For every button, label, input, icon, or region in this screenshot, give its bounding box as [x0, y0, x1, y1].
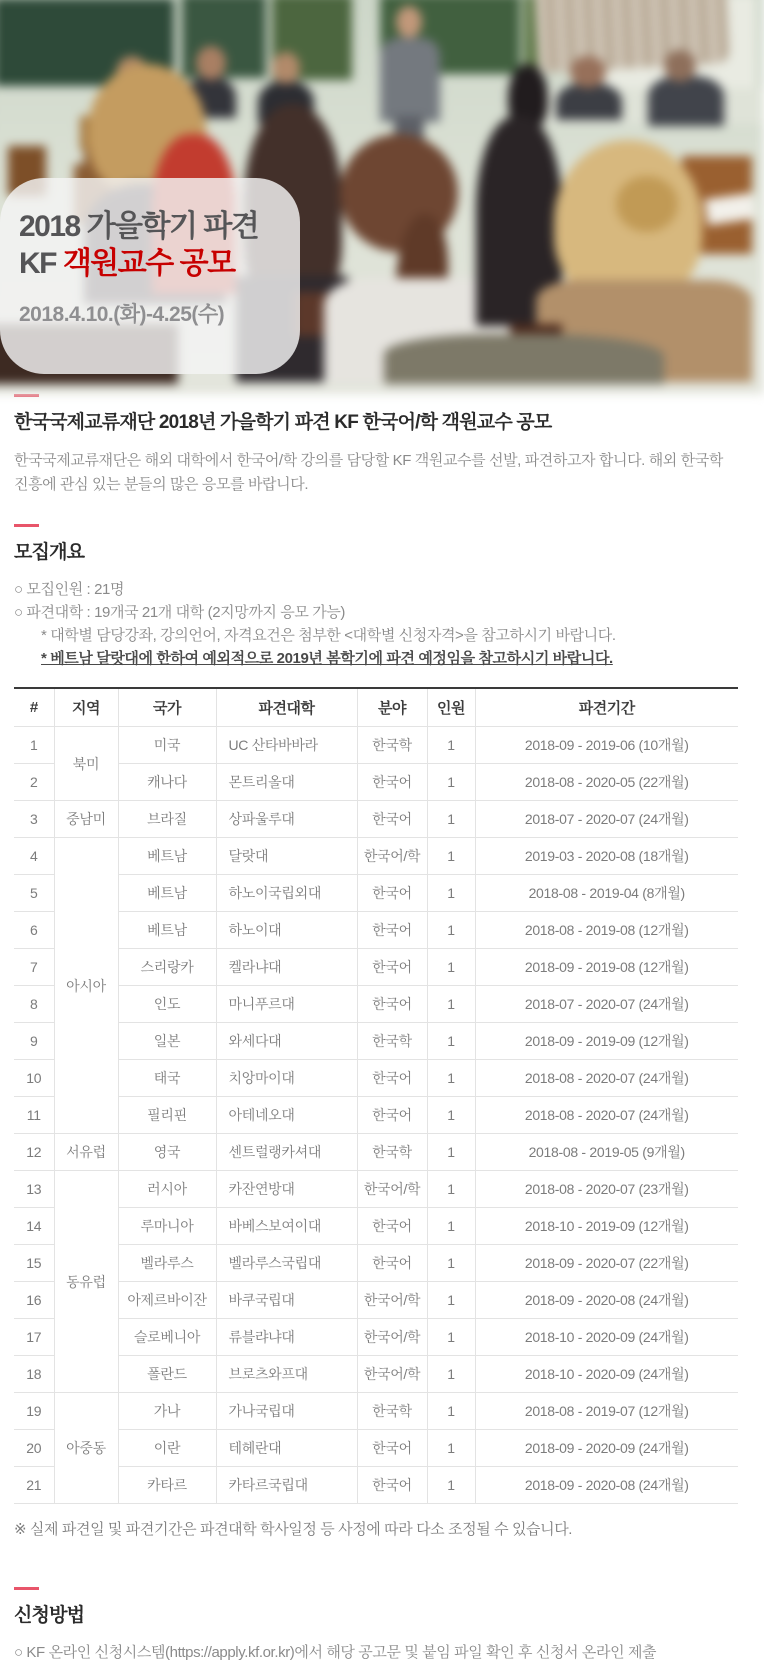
cell-field: 한국어/학 — [357, 1171, 427, 1208]
table-row — [14, 727, 738, 764]
hero-date-range: 2018.4.10.(화)-4.25(수) — [19, 303, 225, 326]
cell-field: 한국학 — [357, 727, 427, 764]
cell-field: 한국어 — [357, 764, 427, 801]
table-row — [14, 1134, 738, 1171]
table-row — [14, 1393, 738, 1430]
cell-field: 한국어 — [357, 949, 427, 986]
cell-count: 1 — [427, 1097, 475, 1134]
cell-field: 한국어 — [357, 1430, 427, 1467]
cell-number: 8 — [14, 986, 54, 1023]
cell-count: 1 — [427, 1319, 475, 1356]
cell-number: 10 — [14, 1060, 54, 1097]
cell-number: 19 — [14, 1393, 54, 1430]
intro-heading: 한국국제교류재단 2018년 가을학기 파견 KF 한국어/학 객원교수 공모 — [14, 412, 552, 433]
cell-count: 1 — [427, 1282, 475, 1319]
cell-period: 2018-09 - 2019-08 (12개월) — [475, 949, 738, 986]
apply-list — [14, 1641, 738, 1664]
cell-field: 한국어 — [357, 1097, 427, 1134]
table-row — [14, 1097, 738, 1134]
cell-count: 1 — [427, 727, 475, 764]
table-row — [14, 1171, 738, 1208]
cell-country: 폴란드 — [118, 1356, 216, 1393]
content-area — [0, 394, 752, 1664]
apply-heading: 신청방법 — [14, 1605, 85, 1626]
cell-count: 1 — [427, 1171, 475, 1208]
cell-university: 치앙마이대 — [216, 1060, 357, 1097]
table-row — [14, 764, 738, 801]
dispatch-table-header — [14, 688, 738, 727]
cell-country: 영국 — [118, 1134, 216, 1171]
cell-country: 베트남 — [118, 912, 216, 949]
cell-period: 2018-08 - 2020-07 (23개월) — [475, 1171, 738, 1208]
overview-note-emphasis: * 베트남 달랏대에 한하여 예외적으로 2019년 봄학기에 파견 예정임을 참고하시기 바랍니다. — [41, 650, 613, 667]
cell-period: 2018-08 - 2019-07 (12개월) — [475, 1393, 738, 1430]
cell-field: 한국어 — [357, 1208, 427, 1245]
cell-country: 인도 — [118, 986, 216, 1023]
table-row — [14, 1245, 738, 1282]
cell-number: 3 — [14, 801, 54, 838]
cell-country: 베트남 — [118, 838, 216, 875]
cell-number: 9 — [14, 1023, 54, 1060]
hero-title-kf: KF — [19, 247, 63, 280]
cell-period: 2018-10 - 2020-09 (24개월) — [475, 1356, 738, 1393]
cell-period: 2019-03 - 2020-08 (18개월) — [475, 838, 738, 875]
cell-count: 1 — [427, 986, 475, 1023]
column-header: 파견대학 — [216, 688, 357, 727]
cell-country: 루마니아 — [118, 1208, 216, 1245]
table-row — [14, 838, 738, 875]
cell-university: 류블랴냐대 — [216, 1319, 357, 1356]
cell-period: 2018-08 - 2019-05 (9개월) — [475, 1134, 738, 1171]
cell-region: 서유럽 — [54, 1134, 118, 1171]
cell-period: 2018-08 - 2019-08 (12개월) — [475, 912, 738, 949]
cell-number: 7 — [14, 949, 54, 986]
cell-field: 한국어 — [357, 912, 427, 949]
cell-count: 1 — [427, 1467, 475, 1504]
cell-number: 13 — [14, 1171, 54, 1208]
intro-paragraph: 한국국제교류재단은 해외 대학에서 한국어/학 강의를 담당할 KF 객원교수를 선발, 파견하고자 합니다. 해외 한국학 진흥에 관심 있는 분들의 많은 응모를 바랍니다. — [14, 452, 723, 493]
cell-number: 5 — [14, 875, 54, 912]
list-line: ○ 모집인원 : 21명 — [14, 581, 125, 598]
cell-count: 1 — [427, 912, 475, 949]
cell-period: 2018-09 - 2020-07 (22개월) — [475, 1245, 738, 1282]
cell-university: 브로츠와프대 — [216, 1356, 357, 1393]
cell-region: 아시아 — [54, 838, 118, 1134]
cell-field: 한국어 — [357, 1245, 427, 1282]
cell-number: 16 — [14, 1282, 54, 1319]
cell-period: 2018-08 - 2020-07 (24개월) — [475, 1097, 738, 1134]
table-row — [14, 1356, 738, 1393]
table-row — [14, 1319, 738, 1356]
cell-field: 한국학 — [357, 1134, 427, 1171]
cell-country: 스리랑카 — [118, 949, 216, 986]
list-line: ○ KF 온라인 신청시스템(https://apply.kf.or.kr)에서 해당 공고문 및 붙임 파일 확인 후 신청서 온라인 제출 — [14, 1644, 657, 1661]
cell-university: 바베스보여이대 — [216, 1208, 357, 1245]
cell-region: 중남미 — [54, 801, 118, 838]
cell-field: 한국어 — [357, 801, 427, 838]
cell-count: 1 — [427, 764, 475, 801]
cell-region: 북미 — [54, 727, 118, 801]
cell-field: 한국어 — [357, 875, 427, 912]
column-header: 국가 — [118, 688, 216, 727]
cell-field: 한국어/학 — [357, 1319, 427, 1356]
cell-country: 베트남 — [118, 875, 216, 912]
cell-field: 한국어 — [357, 1060, 427, 1097]
cell-university: 달랏대 — [216, 838, 357, 875]
cell-count: 1 — [427, 1208, 475, 1245]
cell-period: 2018-08 - 2020-07 (24개월) — [475, 1060, 738, 1097]
cell-university: 와세다대 — [216, 1023, 357, 1060]
cell-field: 한국어/학 — [357, 1356, 427, 1393]
cell-count: 1 — [427, 838, 475, 875]
table-row — [14, 1430, 738, 1467]
cell-count: 1 — [427, 1245, 475, 1282]
cell-university: 카잔연방대 — [216, 1171, 357, 1208]
cell-university: 테헤란대 — [216, 1430, 357, 1467]
cell-country: 슬로베니아 — [118, 1319, 216, 1356]
cell-country: 카타르 — [118, 1467, 216, 1504]
cell-count: 1 — [427, 801, 475, 838]
cell-number: 2 — [14, 764, 54, 801]
table-footnote: ※ 실제 파견일 및 파견기간은 파견대학 학사일정 등 사정에 따라 다소 조정될 수 있습니다. — [14, 1521, 573, 1538]
cell-number: 14 — [14, 1208, 54, 1245]
table-row — [14, 986, 738, 1023]
cell-university: 카타르국립대 — [216, 1467, 357, 1504]
cell-university: 하노이대 — [216, 912, 357, 949]
cell-university: 하노이국립외대 — [216, 875, 357, 912]
cell-number: 4 — [14, 838, 54, 875]
cell-number: 6 — [14, 912, 54, 949]
cell-country: 미국 — [118, 727, 216, 764]
cell-period: 2018-09 - 2020-08 (24개월) — [475, 1282, 738, 1319]
cell-number: 20 — [14, 1430, 54, 1467]
overview-notes — [14, 624, 738, 670]
cell-country: 일본 — [118, 1023, 216, 1060]
cell-period: 2018-09 - 2019-06 (10개월) — [475, 727, 738, 764]
cell-country: 벨라루스 — [118, 1245, 216, 1282]
cell-university: 센트럴랭카셔대 — [216, 1134, 357, 1171]
cell-university: 가나국립대 — [216, 1393, 357, 1430]
cell-period: 2018-10 - 2020-09 (24개월) — [475, 1319, 738, 1356]
cell-university: UC 산타바바라 — [216, 727, 357, 764]
table-row — [14, 801, 738, 838]
list-line: ○ 파견대학 : 19개국 21개 대학 (2지망까지 응모 가능) — [14, 604, 346, 621]
cell-period: 2018-08 - 2020-05 (22개월) — [475, 764, 738, 801]
cell-period: 2018-07 - 2020-07 (24개월) — [475, 986, 738, 1023]
cell-country: 브라질 — [118, 801, 216, 838]
hero-title-line2 — [19, 245, 300, 282]
cell-number: 21 — [14, 1467, 54, 1504]
column-header: 분야 — [357, 688, 427, 727]
hero-title-card — [0, 178, 300, 374]
cell-country: 아제르바이잔 — [118, 1282, 216, 1319]
cell-number: 12 — [14, 1134, 54, 1171]
table-row — [14, 912, 738, 949]
table-row — [14, 1208, 738, 1245]
cell-country: 캐나다 — [118, 764, 216, 801]
column-header: 인원 — [427, 688, 475, 727]
cell-number: 15 — [14, 1245, 54, 1282]
cell-region: 아중동 — [54, 1393, 118, 1504]
table-row — [14, 1467, 738, 1504]
cell-field: 한국어/학 — [357, 838, 427, 875]
cell-number: 18 — [14, 1356, 54, 1393]
section-accent-dash — [14, 394, 39, 397]
table-row — [14, 949, 738, 986]
section-accent-dash — [14, 524, 39, 527]
cell-university: 켈라냐대 — [216, 949, 357, 986]
column-header: 지역 — [54, 688, 118, 727]
cell-university: 마니푸르대 — [216, 986, 357, 1023]
cell-count: 1 — [427, 1023, 475, 1060]
cell-country: 가나 — [118, 1393, 216, 1430]
table-row — [14, 875, 738, 912]
table-row — [14, 1060, 738, 1097]
cell-count: 1 — [427, 1430, 475, 1467]
overview-heading: 모집개요 — [14, 542, 85, 563]
hero-banner — [0, 0, 752, 382]
cell-number: 11 — [14, 1097, 54, 1134]
table-row — [14, 1282, 738, 1319]
hero-title-red: 객원교수 공모 — [62, 247, 235, 280]
cell-field: 한국학 — [357, 1393, 427, 1430]
cell-count: 1 — [427, 875, 475, 912]
cell-country: 이란 — [118, 1430, 216, 1467]
cell-number: 1 — [14, 727, 54, 764]
column-header: # — [14, 688, 54, 727]
cell-period: 2018-09 - 2020-09 (24개월) — [475, 1430, 738, 1467]
cell-region: 동유럽 — [54, 1171, 118, 1393]
section-accent-dash — [14, 1587, 39, 1590]
cell-university: 몬트리올대 — [216, 764, 357, 801]
cell-number: 17 — [14, 1319, 54, 1356]
cell-period: 2018-08 - 2019-04 (8개월) — [475, 875, 738, 912]
overview-list — [14, 578, 738, 624]
cell-university: 벨라루스국립대 — [216, 1245, 357, 1282]
cell-period: 2018-09 - 2020-08 (24개월) — [475, 1467, 738, 1504]
cell-field: 한국학 — [357, 1023, 427, 1060]
cell-period: 2018-07 - 2020-07 (24개월) — [475, 801, 738, 838]
cell-university: 바쿠국립대 — [216, 1282, 357, 1319]
table-row — [14, 1023, 738, 1060]
cell-count: 1 — [427, 949, 475, 986]
cell-university: 아테네오대 — [216, 1097, 357, 1134]
cell-field: 한국어 — [357, 986, 427, 1023]
cell-field: 한국어 — [357, 1467, 427, 1504]
cell-count: 1 — [427, 1060, 475, 1097]
cell-count: 1 — [427, 1134, 475, 1171]
overview-note: * 대학별 담당강좌, 강의언어, 자격요건은 첨부한 <대학별 신청자격>을 참고하시기 바랍니다. — [41, 627, 616, 644]
cell-university: 상파울루대 — [216, 801, 357, 838]
cell-period: 2018-09 - 2019-09 (12개월) — [475, 1023, 738, 1060]
cell-count: 1 — [427, 1356, 475, 1393]
hero-title-line1: 2018 가을학기 파견 — [19, 210, 259, 243]
cell-country: 필리핀 — [118, 1097, 216, 1134]
cell-country: 태국 — [118, 1060, 216, 1097]
cell-field: 한국어/학 — [357, 1282, 427, 1319]
cell-country: 러시아 — [118, 1171, 216, 1208]
cell-count: 1 — [427, 1393, 475, 1430]
dispatch-table — [14, 687, 738, 1504]
cell-period: 2018-10 - 2019-09 (12개월) — [475, 1208, 738, 1245]
column-header: 파견기간 — [475, 688, 738, 727]
